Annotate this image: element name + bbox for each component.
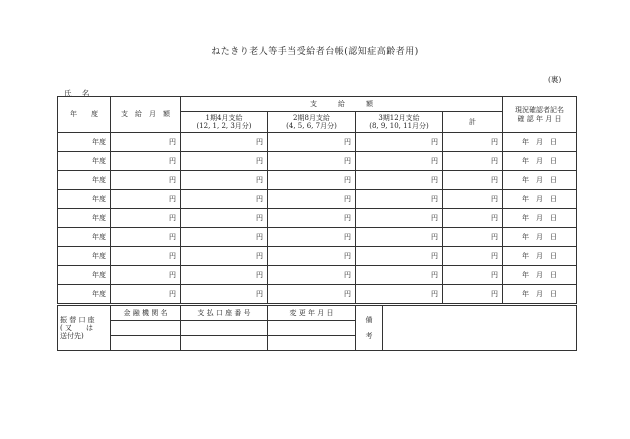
payment-ledger-table <box>57 96 577 304</box>
confirm-date-cell[interactable]: 年 月 日 <box>503 209 577 228</box>
account-number-cell[interactable] <box>181 336 268 351</box>
account-label-line2: ( 又 は <box>60 323 93 332</box>
total-cell[interactable]: 円 <box>443 171 503 190</box>
period-3-months: (8, 9, 10, 11月分) <box>369 122 429 130</box>
year-cell[interactable]: 年度 <box>58 133 111 152</box>
bank-name-cell[interactable] <box>111 336 181 351</box>
account-table <box>57 305 577 351</box>
period-3-header <box>356 112 443 133</box>
period-1-cell[interactable]: 円 <box>181 152 268 171</box>
period-3-cell[interactable]: 円 <box>356 228 443 247</box>
period-1-cell[interactable]: 円 <box>181 285 268 304</box>
period-1-cell[interactable]: 円 <box>181 190 268 209</box>
account-label <box>58 306 111 351</box>
confirmation-header-line1: 現況確認者記名 <box>515 106 564 115</box>
confirmation-header-line2: 確 認 年 月 日 <box>517 114 562 123</box>
year-cell[interactable]: 年度 <box>58 209 111 228</box>
total-header: 計 <box>443 112 503 133</box>
period-2-cell[interactable]: 円 <box>268 171 356 190</box>
back-side-mark: (裏) <box>548 75 562 84</box>
change-date-header: 変 更 年 月 日 <box>268 306 356 321</box>
table-row <box>58 190 577 209</box>
monthly-amount-cell[interactable]: 円 <box>111 171 181 190</box>
year-cell[interactable]: 年度 <box>58 247 111 266</box>
period-1-header <box>181 112 268 133</box>
total-cell[interactable]: 円 <box>443 285 503 304</box>
account-label-line3: 送付先) <box>60 332 84 341</box>
period-3-title: 3期12月支給 <box>378 113 420 122</box>
table-row <box>58 266 577 285</box>
total-cell[interactable]: 円 <box>443 266 503 285</box>
table-row <box>58 133 577 152</box>
account-number-header: 支 払 口 座 番 号 <box>181 306 268 321</box>
account-number-cell[interactable] <box>181 321 268 336</box>
period-1-cell[interactable]: 円 <box>181 266 268 285</box>
total-cell[interactable]: 円 <box>443 228 503 247</box>
total-cell[interactable]: 円 <box>443 133 503 152</box>
confirm-date-cell[interactable]: 年 月 日 <box>503 190 577 209</box>
ledger-rows <box>58 133 577 304</box>
monthly-amount-cell[interactable]: 円 <box>111 228 181 247</box>
name-label: 氏 名 <box>64 89 90 98</box>
confirm-date-cell[interactable]: 年 月 日 <box>503 285 577 304</box>
remarks-label-line2: 考 <box>365 332 373 340</box>
period-2-cell[interactable]: 円 <box>268 285 356 304</box>
confirm-date-cell[interactable]: 年 月 日 <box>503 133 577 152</box>
period-1-cell[interactable]: 円 <box>181 228 268 247</box>
table-row <box>58 209 577 228</box>
document-title: ねたきり老人等手当受給者台帳(認知症高齢者用) <box>211 47 419 57</box>
table-row <box>58 247 577 266</box>
monthly-amount-header: 支 給 月 額 <box>111 97 181 133</box>
remarks-label <box>356 306 383 351</box>
year-cell[interactable]: 年度 <box>58 190 111 209</box>
change-date-cell[interactable] <box>268 336 356 351</box>
total-cell[interactable]: 円 <box>443 190 503 209</box>
monthly-amount-cell[interactable]: 円 <box>111 190 181 209</box>
period-2-cell[interactable]: 円 <box>268 152 356 171</box>
period-2-title: 2期8月支給 <box>293 113 330 122</box>
period-3-cell[interactable]: 円 <box>356 152 443 171</box>
monthly-amount-cell[interactable]: 円 <box>111 209 181 228</box>
payment-amount-header: 支 給 額 <box>181 97 503 112</box>
monthly-amount-cell[interactable]: 円 <box>111 285 181 304</box>
period-2-cell[interactable]: 円 <box>268 247 356 266</box>
year-cell[interactable]: 年度 <box>58 152 111 171</box>
year-cell[interactable]: 年度 <box>58 266 111 285</box>
total-cell[interactable]: 円 <box>443 152 503 171</box>
period-3-cell[interactable]: 円 <box>356 266 443 285</box>
confirm-date-cell[interactable]: 年 月 日 <box>503 152 577 171</box>
remarks-label-line1: 備 <box>365 315 373 324</box>
period-2-months: (4, 5, 6, 7月分) <box>286 122 337 130</box>
account-label-line1: 振 替 口 座 <box>60 315 95 324</box>
period-2-cell[interactable]: 円 <box>268 209 356 228</box>
year-cell[interactable]: 年度 <box>58 171 111 190</box>
period-2-cell[interactable]: 円 <box>268 266 356 285</box>
table-row <box>58 171 577 190</box>
period-3-cell[interactable]: 円 <box>356 285 443 304</box>
period-3-cell[interactable]: 円 <box>356 171 443 190</box>
table-row <box>58 152 577 171</box>
total-cell[interactable]: 円 <box>443 209 503 228</box>
period-1-months: (12, 1, 2, 3月分) <box>196 122 252 130</box>
confirm-date-cell[interactable]: 年 月 日 <box>503 228 577 247</box>
period-3-cell[interactable]: 円 <box>356 247 443 266</box>
period-2-cell[interactable]: 円 <box>268 190 356 209</box>
year-cell[interactable]: 年度 <box>58 285 111 304</box>
year-header: 年 度 <box>58 97 111 133</box>
table-row <box>58 285 577 304</box>
bank-name-cell[interactable] <box>111 321 181 336</box>
confirm-date-cell[interactable]: 年 月 日 <box>503 171 577 190</box>
monthly-amount-cell[interactable]: 円 <box>111 152 181 171</box>
period-3-cell[interactable]: 円 <box>356 209 443 228</box>
remarks-cell[interactable] <box>383 306 577 351</box>
period-1-title: 1期4月支給 <box>205 113 243 122</box>
table-row <box>58 228 577 247</box>
change-date-cell[interactable] <box>268 321 356 336</box>
period-1-cell[interactable]: 円 <box>181 209 268 228</box>
period-1-cell[interactable]: 円 <box>181 133 268 152</box>
monthly-amount-cell[interactable]: 円 <box>111 133 181 152</box>
confirm-date-cell[interactable]: 年 月 日 <box>503 247 577 266</box>
period-2-cell[interactable]: 円 <box>268 133 356 152</box>
period-3-cell[interactable]: 円 <box>356 190 443 209</box>
period-3-cell[interactable]: 円 <box>356 133 443 152</box>
period-2-header <box>268 112 356 133</box>
period-1-cell[interactable]: 円 <box>181 247 268 266</box>
total-cell[interactable]: 円 <box>443 247 503 266</box>
monthly-amount-cell[interactable]: 円 <box>111 266 181 285</box>
confirmation-header <box>503 97 577 133</box>
bank-name-header: 金 融 機 関 名 <box>111 306 181 321</box>
year-cell[interactable]: 年度 <box>58 228 111 247</box>
confirm-date-cell[interactable]: 年 月 日 <box>503 266 577 285</box>
period-2-cell[interactable]: 円 <box>268 228 356 247</box>
monthly-amount-cell[interactable]: 円 <box>111 247 181 266</box>
period-1-cell[interactable]: 円 <box>181 171 268 190</box>
